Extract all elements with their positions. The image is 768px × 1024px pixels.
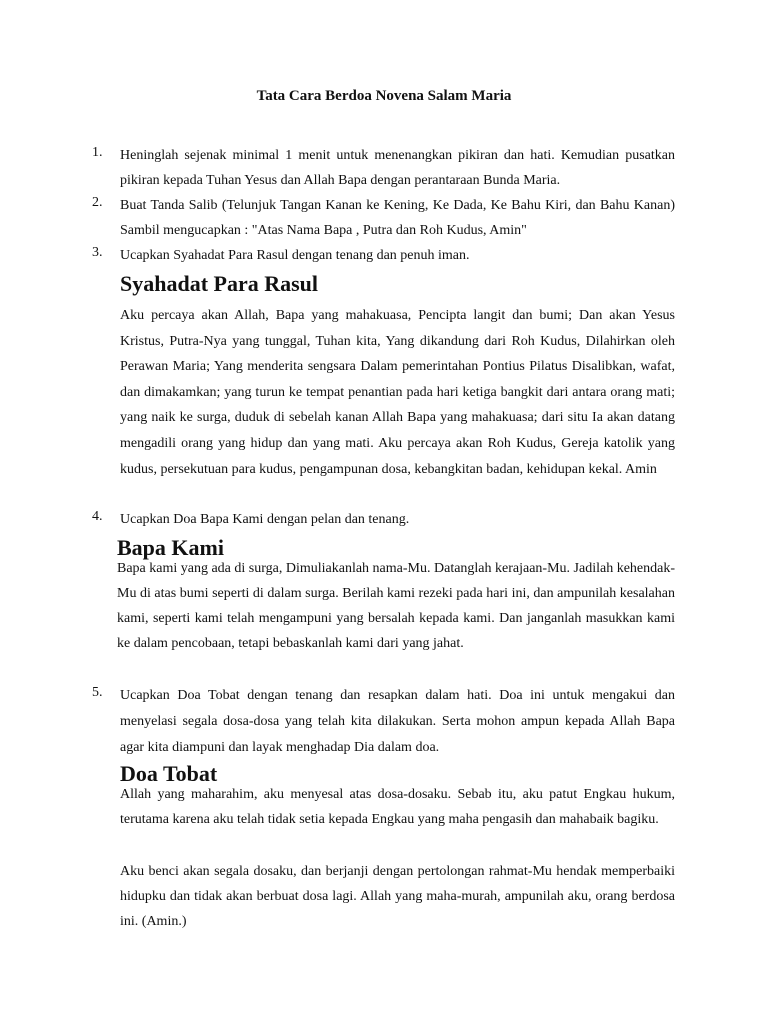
step-text: Ucapkan Doa Bapa Kami dengan pelan dan tenang. (120, 512, 410, 527)
step-text: Ucapkan Syahadat Para Rasul dengan tenang dan penuh iman. (120, 248, 470, 263)
step-text: Heninglah sejenak minimal 1 menit untuk menenangkan pikiran dan hati. Kemudian pusatkan pikiran kepada Tuhan Yesus dan Allah Bapa dengan perantaraan Bunda Maria. (120, 148, 675, 188)
step-text: Buat Tanda Salib (Telunjuk Tangan Kanan ke Kening, Ke Dada, Ke Bahu Kiri, dan Bahu Kanan) Sambil mengucapkan : "Atas Nama Bapa , Putra dan Roh Kudus, Amin" (120, 198, 675, 238)
prayer-text: Aku benci akan segala dosaku, dan berjanji dengan pertolongan rahmat-Mu hendak memperbaiki hidupku dan tidak akan berbuat dosa lagi. Allah yang maha-murah, ampunilah aku, orang berdosa ini. (Amin.) (120, 864, 675, 929)
step-number: 5. (92, 685, 103, 700)
prayer-text: Allah yang maharahim, aku menyesal atas dosa-dosaku. Sebab itu, aku patut Engkau hukum, terutama karena aku telah tidak setia kepada Engkau yang maha pengasih dan mahabaik bagiku. (120, 787, 675, 827)
prayer-heading: Doa Tobat (120, 761, 218, 786)
prayer-heading: Syahadat Para Rasul (120, 271, 319, 296)
step-text: Ucapkan Doa Tobat dengan tenang dan resapkan dalam hati. Doa ini untuk mengakui dan menyelasi segala dosa-dosa yang telah kita dilakukan. Serta mohon ampun kepada Allah Bapa agar kita diampuni dan layak menghadap Dia dalam doa. (120, 688, 675, 755)
step-number: 3. (92, 245, 103, 260)
step-number: 2. (92, 195, 103, 210)
step-number: 4. (92, 509, 103, 524)
prayer-text: Aku percaya akan Allah, Bapa yang mahakuasa, Pencipta langit dan bumi; Dan akan Yesus Kristus, Putra-Nya yang tunggal, Tuhan kita, Yang dikandung dari Roh Kudus, Dilahirkan oleh Perawan Maria; Yang menderita sengsara Dalam pemerintahan Pontius Pilatus Disalibkan, wafat, dan dimakamkan; yang turun ke tempat penantian pada hari ketiga bangkit dari antara orang mati; yang naik ke surga, duduk di sebelah kanan Allah Bapa yang mahakuasa; dari situ Ia akan datang mengadili orang yang hidup dan yang mati. Aku percaya akan Roh Kudus, Gereja katolik yang kudus, persekutuan para kudus, pengampunan dosa, kebangkitan badan, kehidupan kekal. Amin (120, 308, 675, 477)
prayer-text: Bapa kami yang ada di surga, Dimuliakanlah nama-Mu. Datanglah kerajaan-Mu. Jadilah kehendak-Mu di atas bumi seperti di dalam surga. Berilah kami rezeki pada hari ini, dan ampunilah kesalahan kami, seperti kami telah mengampuni yang bersalah kepada kami. Dan janganlah masukkan kami ke dalam pencobaan, tetapi bebaskanlah kami dari yang jahat. (117, 561, 675, 651)
page-title: Tata Cara Berdoa Novena Salam Maria (256, 88, 512, 104)
step-number: 1. (92, 145, 103, 160)
prayer-heading: Bapa Kami (117, 535, 224, 560)
